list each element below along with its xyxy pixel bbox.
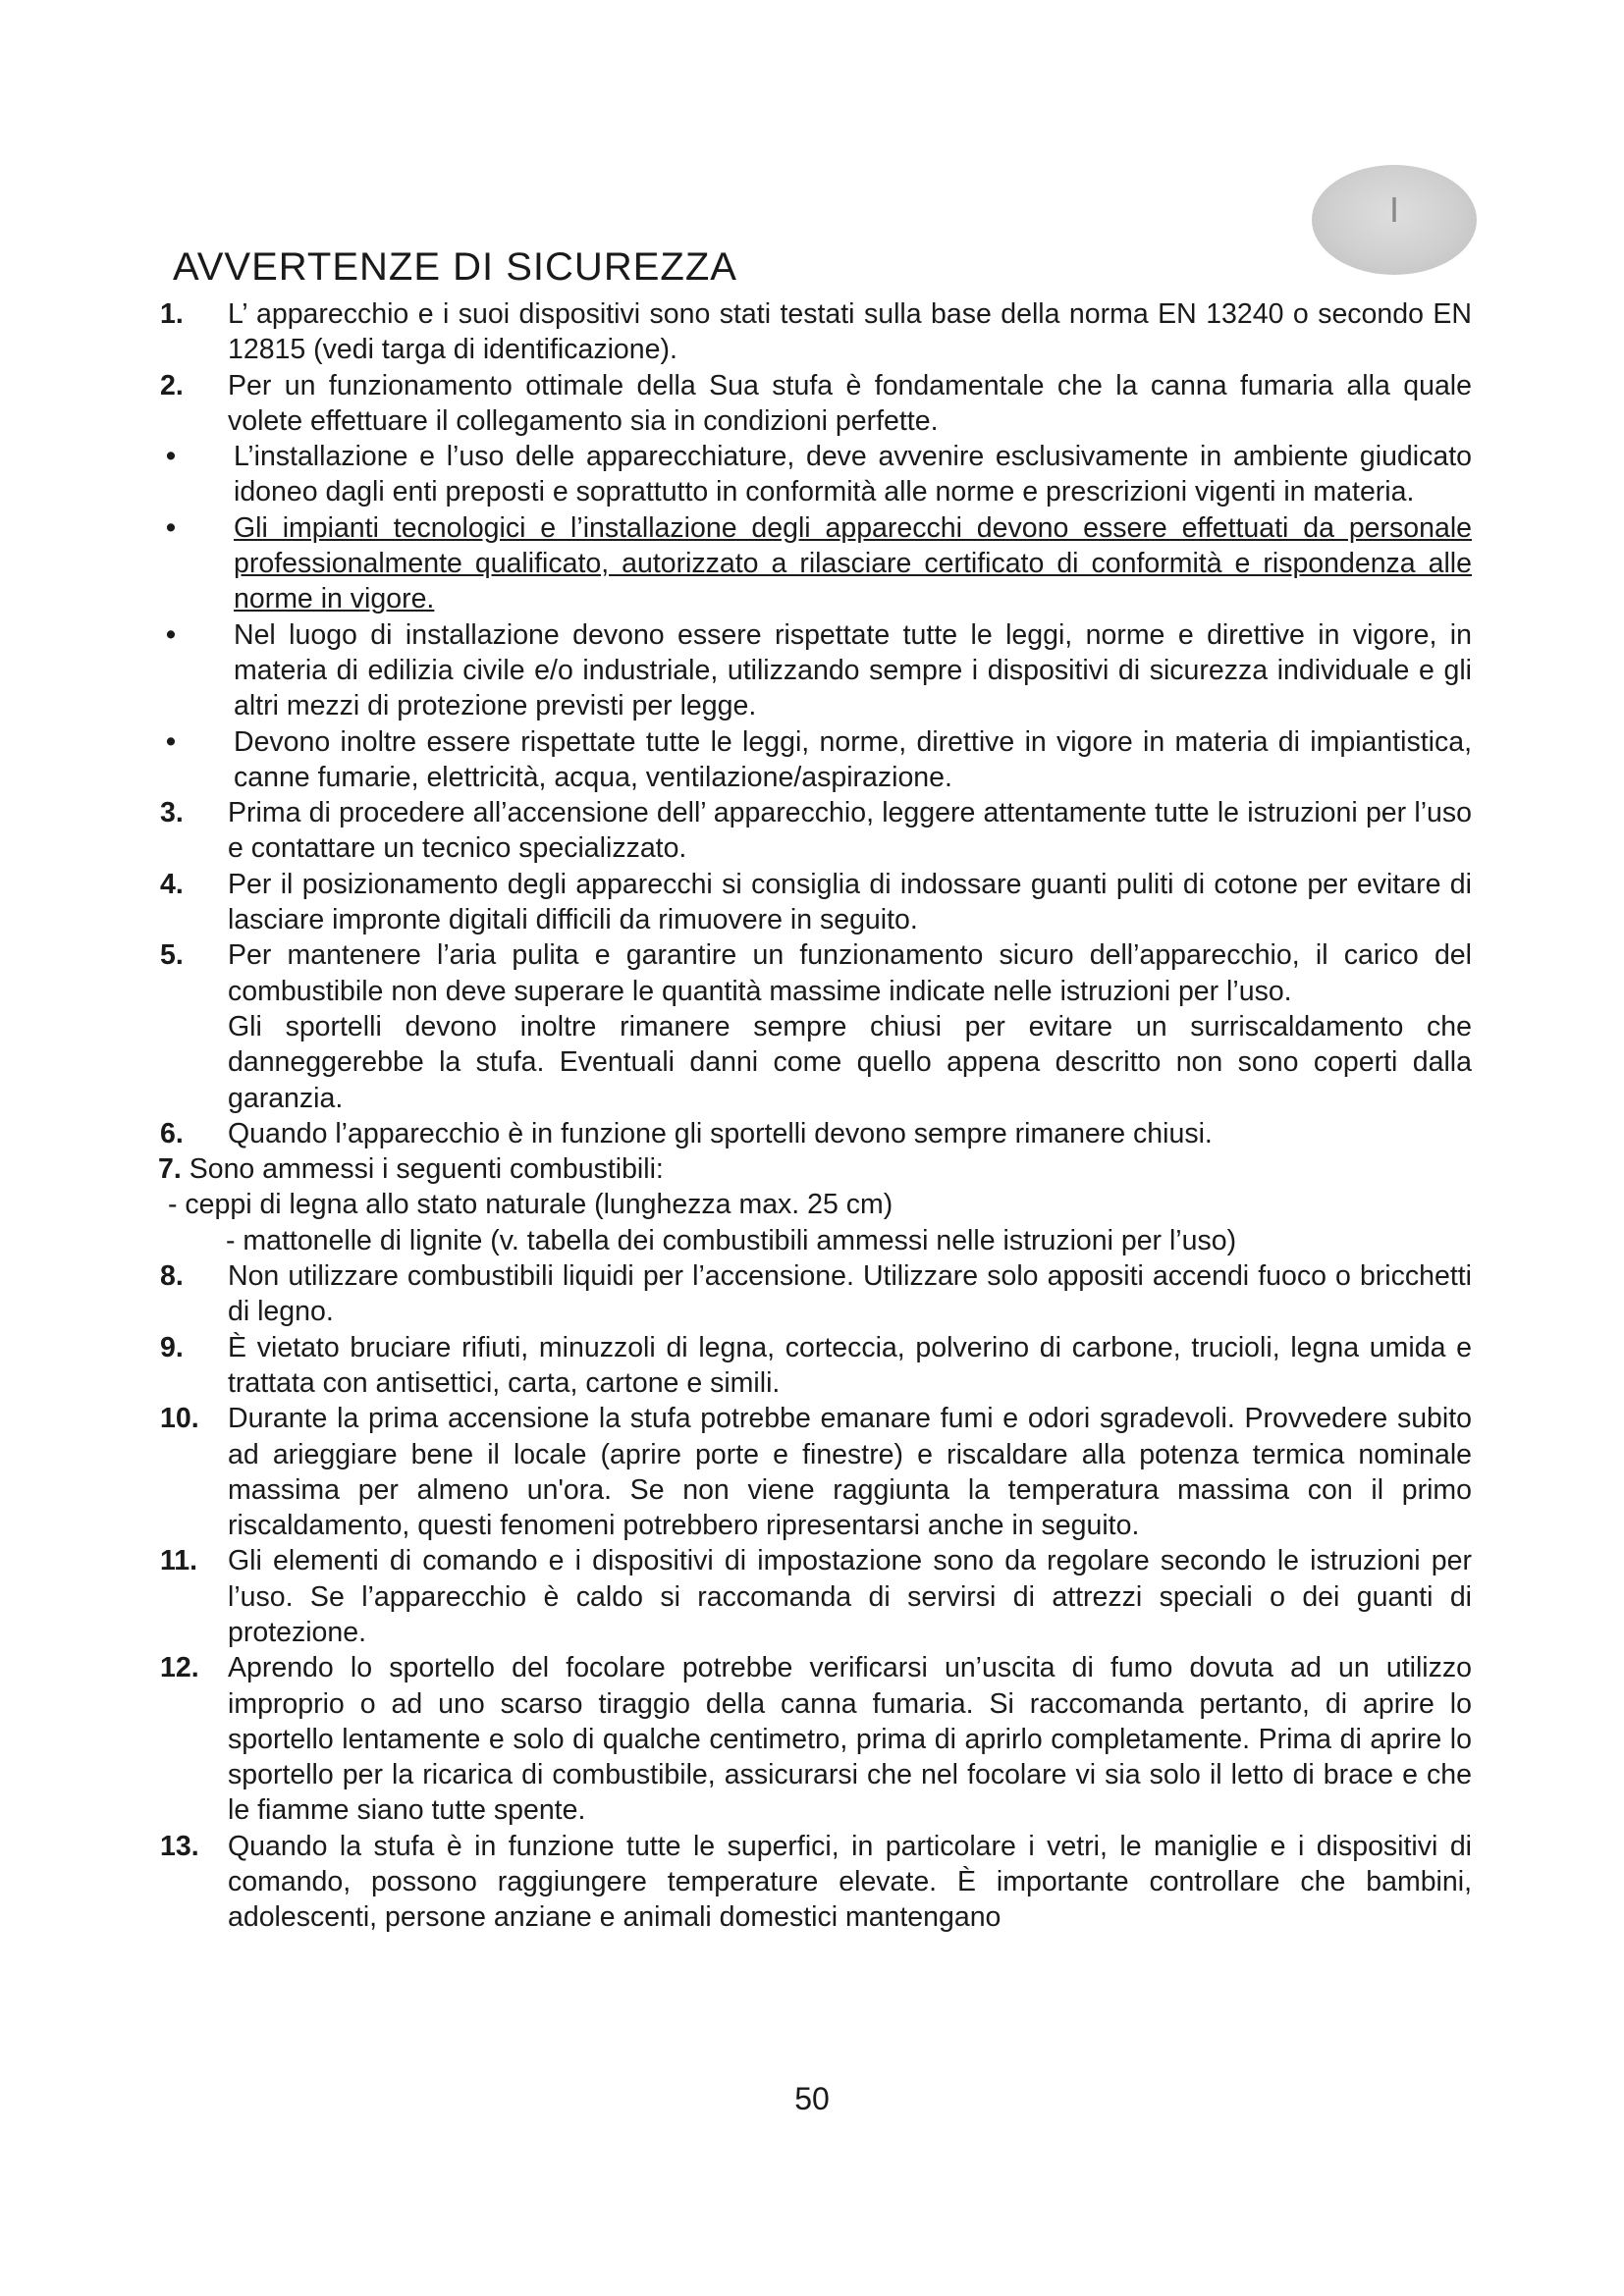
item-number: 1. [160,298,184,330]
bullet-marker: • [166,441,176,473]
item-text: L’ apparecchio e i suoi dispositivi sono stati testati sulla base della norma EN 13240 o secondo EN 12815 (vedi targa di identificazione). [228,298,1472,366]
item-number: 3. [160,797,184,829]
item-number: 8. [160,1260,184,1293]
item-text: Sono ammessi i seguenti combustibili: [189,1153,664,1186]
item-number: 13. [160,1830,199,1862]
item-text: Per il posizionamento degli apparecchi si consiglia di indossare guanti puliti di cotone per evitare di lasciare impronte digitali difficili da rimuovere in seguito. [228,868,1472,936]
fuel-option-wood: - ceppi di legna allo stato naturale (lunghezza max. 25 cm) [168,1189,893,1221]
fuel-option-lignite: - mattonelle di lignite (v. tabella dei combustibili ammessi nelle istruzioni per l’uso) [226,1224,1237,1256]
safety-warnings-list [158,296,1472,1936]
item-text-underlined: Gli impianti tecnologici e l’installazione degli apparecchi devono essere effettuati da personale professionalmente qualificato, autorizzato a rilasciare certificato di conformità e rispondenza alle norme in vigore. [234,511,1472,615]
list-item [158,1401,1472,1543]
list-item [158,795,1472,867]
item-text: L’installazione e l’uso delle apparecchiature, deve avvenire esclusivamente in ambiente giudicato idoneo dagli enti preposti e soprattutto in conformità alle norme e prescrizioni vigenti in materia. [234,441,1472,508]
bullet-marker: • [166,618,176,651]
language-badge-letter: I [1388,189,1399,230]
item-number: 9. [160,1331,184,1363]
item-text: Aprendo lo sportello del focolare potrebbe verificarsi un’uscita di fumo dovuta ad un utilizzo improprio o ad uno scarso tiraggio della canna fumaria. Si raccomanda pertanto, di aprire lo sportello lentamente e solo di qualche centimetro, prima di aprirlo completamente. Prima di aprire lo sportello per la ricarica di combustibile, assicurarsi che nel focolare vi sia solo il letto di brace e che le fiamme siano tutte spente. [228,1652,1472,1827]
list-item [158,1650,1472,1828]
list-item [158,439,1472,510]
bullet-marker: • [166,725,176,758]
list-item [158,368,1472,440]
item-number: 4. [160,868,184,900]
item-text: Prima di procedere all’accensione dell’ apparecchio, leggere attentamente tutte le istruzioni per l’uso e contattare un tecnico specializzato. [228,797,1472,865]
list-item [158,1543,1472,1650]
item-text: Non utilizzare combustibili liquidi per l’accensione. Utilizzare solo appositi accendi fuoco o bricchetti di legno. [228,1260,1472,1328]
item-text: Per un funzionamento ottimale della Sua stufa è fondamentale che la canna fumaria alla quale volete effettuare il collegamento sia in condizioni perfette. [228,369,1472,437]
page-title: AVVERTENZE DI SICUREZZA [173,245,737,289]
list-item [158,1829,1472,1936]
item-text: Per mantenere l’aria pulita e garantire un funzionamento sicuro dell’apparecchio, il carico del combustibile non deve superare le quantità massime indicate nelle istruzioni per l’uso. [228,939,1472,1007]
list-item [158,1330,1472,1402]
list-item [158,724,1472,796]
item-number: 12. [160,1652,199,1684]
list-item [158,617,1472,724]
item-number: 5. [160,939,184,972]
item-text: Gli elementi di comando e i dispositivi di impostazione sono da regolare secondo le istruzioni per l’uso. Se l’apparecchio è caldo si raccomanda di servirsi di attrezzi speciali o dei guanti di protezione. [228,1545,1472,1648]
item-number: 10. [160,1403,199,1435]
language-badge [1312,165,1477,275]
list-item [158,296,1472,368]
page-number: 50 [794,2081,830,2116]
item-text: È vietato bruciare rifiuti, minuzzoli di legna, corteccia, polverino di carbone, trucioli, legna umida e trattata con antisettici, carta, cartone e simili. [228,1331,1472,1399]
bullet-marker: • [166,511,176,544]
item-text: Quando l’apparecchio è in funzione gli sportelli devono sempre rimanere chiusi. [228,1117,1213,1149]
list-item [158,937,1472,1115]
item-text: Durante la prima accensione la stufa potrebbe emanare fumi e odori sgradevoli. Provvedere subito ad arieggiare bene il locale (aprire porte e finestre) e riscaldare alla potenza termica nominale massima per almeno un'ora. Se non viene raggiunta la temperatura massima con il primo riscaldamento, questi fenomeni potrebbero ripresentarsi anche in seguito. [228,1403,1472,1542]
item-text: Quando la stufa è in funzione tutte le superfici, in particolare i vetri, le maniglie e i dispositivi di comando, possono raggiungere temperature elevate. È importante controllare che bambini, adolescenti, persone anziane e animali domestici mantengano [228,1830,1472,1934]
item-text: Devono inoltre essere rispettate tutte le leggi, norme, direttive in vigore in materia di impiantistica, canne fumarie, elettricità, acqua, ventilazione/aspirazione. [234,725,1472,793]
item-text-continued: Gli sportelli devono inoltre rimanere sempre chiusi per evitare un surriscaldamento che danneggerebbe la stufa. Eventuali danni come quello appena descritto non sono coperti dalla garanzia. [228,1010,1472,1114]
list-item [158,1258,1472,1330]
list-item [158,867,1472,938]
list-item [158,1116,1472,1151]
item-number: 11. [160,1545,198,1577]
item-text: Nel luogo di installazione devono essere rispettate tutte le leggi, norme e direttive in vigore, in materia di edilizia civile e/o industriale, utilizzando sempre i dispositivi di sicurezza individuale e gli altri mezzi di protezione previsti per legge. [234,618,1472,722]
item-number: 7. [158,1153,182,1186]
list-item [158,510,1472,617]
list-item-fuels [158,1151,1472,1258]
item-number: 2. [160,369,184,401]
item-text-block [228,937,1472,1115]
item-number: 6. [160,1117,184,1149]
